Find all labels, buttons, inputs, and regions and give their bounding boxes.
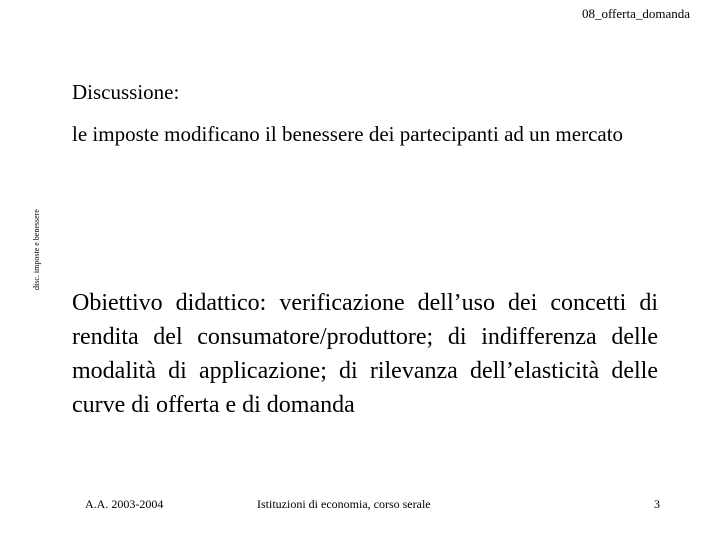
discussion-statement: le imposte modificano il benessere dei partecipanti ad un mercato	[72, 122, 624, 146]
footer-academic-year: A.A. 2003-2004	[85, 497, 164, 511]
footer-page-number: 3	[654, 497, 660, 511]
vertical-topic-label: disc. imposte e benessere	[32, 209, 41, 290]
slide-heading: Discussione:	[72, 80, 180, 104]
slide-file-label: 08_offerta_domanda	[581, 6, 690, 21]
footer-course-title: Istituzioni di economia, corso serale	[257, 497, 431, 511]
learning-objective-text: Obiettivo didattico: verificazione dell’uso dei concetti di rendita del consumatore/produttore; di indifferenza delle modalità di applicazione; di rilevanza dell’elasticità delle curve di offerta e di domanda	[72, 290, 658, 418]
